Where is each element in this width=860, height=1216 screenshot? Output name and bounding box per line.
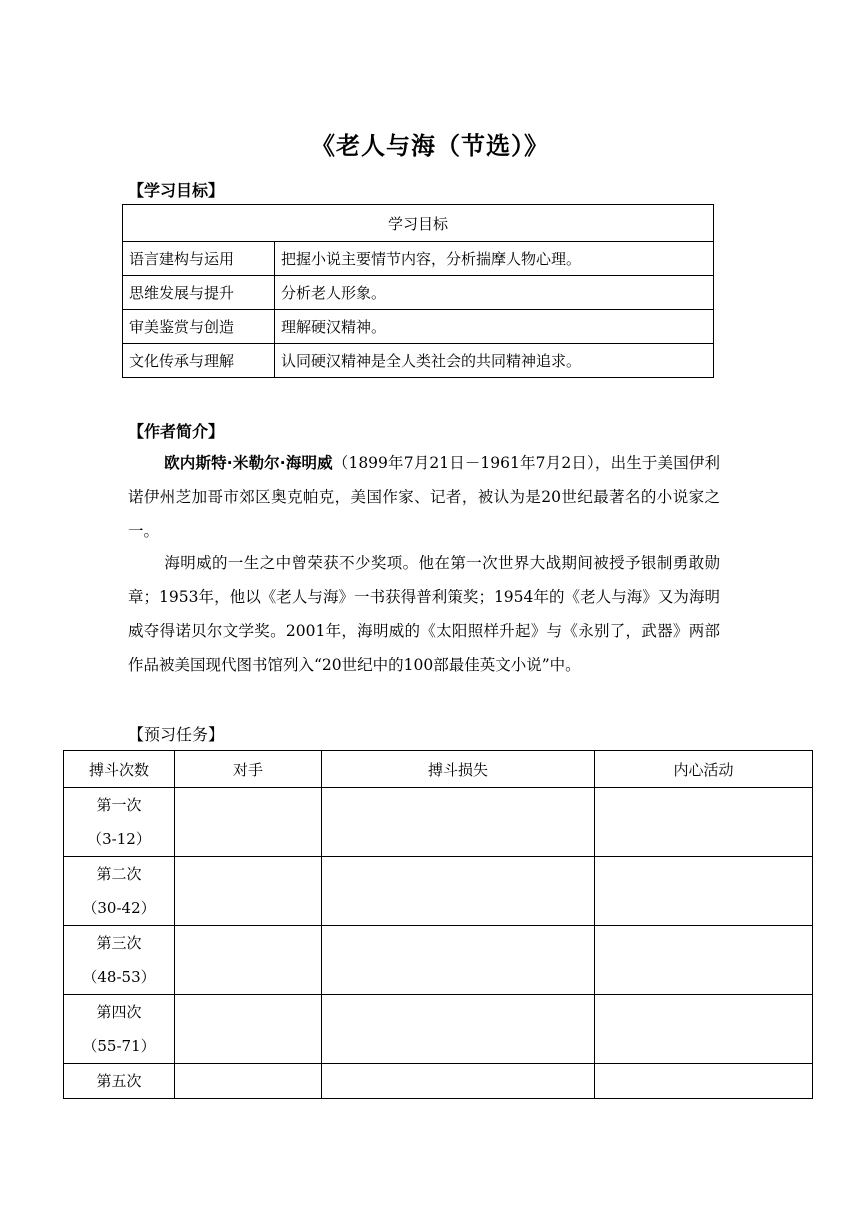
- table-row: [64, 788, 813, 857]
- table-row: [64, 926, 813, 995]
- table-header-row: [64, 751, 813, 788]
- blank-cell[interactable]: [595, 995, 813, 1064]
- learning-goals-table: [122, 204, 714, 378]
- author-paragraph-1: [128, 446, 720, 548]
- table-row: [123, 276, 714, 310]
- table-row: [123, 344, 714, 378]
- goal-text: 分析老人形象。: [275, 276, 714, 310]
- table-row: [123, 242, 714, 276]
- preview-heading: 【预习任务】: [128, 725, 225, 744]
- page-title: 《老人与海（节选）》: [311, 132, 549, 160]
- author-bio: （1899年7月21日－1961年7月2日），出生于美国伊利诺伊州芝加哥市郊区奥克帕克，美国作家、记者，被认为是20世纪最著名的小说家之一。: [128, 454, 721, 540]
- column-header: 搏斗损失: [322, 751, 595, 788]
- fight-range: （48-53）: [82, 968, 156, 986]
- goal-text: 认同硬汉精神是全人类社会的共同精神追求。: [275, 344, 714, 378]
- blank-cell[interactable]: [595, 857, 813, 926]
- blank-cell[interactable]: [175, 995, 322, 1064]
- goal-dimension: 思维发展与提升: [123, 276, 275, 310]
- column-header: 搏斗次数: [64, 751, 175, 788]
- fight-label: 第二次: [96, 865, 142, 883]
- blank-cell[interactable]: [322, 926, 595, 995]
- blank-cell[interactable]: [595, 788, 813, 857]
- author-awards: 海明威的一生之中曾荣获不少奖项。他在第一次世界大战期间被授予银制勇敢勋章；1953年，他以《老人与海》一书获得普利策奖；1954年的《老人与海》又为海明威夺得诺贝尔文学奖。2001年，海明威的《太阳照样升起》与《永别了，武器》两部作品被美国现代图书馆列入“20世纪中的100部最佳英文小说”中。: [128, 554, 720, 674]
- fight-label: 第一次: [96, 796, 142, 814]
- blank-cell[interactable]: [175, 926, 322, 995]
- fight-range: （55-71）: [82, 1037, 156, 1055]
- goals-table-header: 学习目标: [123, 205, 714, 242]
- goal-text: 把握小说主要情节内容，分析揣摩人物心理。: [275, 242, 714, 276]
- column-header: 内心活动: [595, 751, 813, 788]
- table-row: [123, 310, 714, 344]
- fight-range: （3-12）: [87, 830, 151, 848]
- goal-text: 理解硬汉精神。: [275, 310, 714, 344]
- goal-dimension: 文化传承与理解: [123, 344, 275, 378]
- blank-cell[interactable]: [595, 926, 813, 995]
- blank-cell[interactable]: [175, 1064, 322, 1099]
- fight-label: 第五次: [96, 1072, 142, 1090]
- fight-range: （30-42）: [82, 899, 156, 917]
- blank-cell[interactable]: [322, 788, 595, 857]
- blank-cell[interactable]: [175, 857, 322, 926]
- column-header: 对手: [175, 751, 322, 788]
- author-name: 欧内斯特·米勒尔·海明威: [164, 454, 333, 472]
- blank-cell[interactable]: [595, 1064, 813, 1099]
- goal-dimension: 语言建构与运用: [123, 242, 275, 276]
- preview-task-table: [63, 750, 813, 1099]
- author-paragraph-2: [128, 546, 720, 682]
- goal-dimension: 审美鉴赏与创造: [123, 310, 275, 344]
- blank-cell[interactable]: [322, 857, 595, 926]
- goals-heading: 【学习目标】: [128, 181, 225, 200]
- fight-label: 第三次: [96, 934, 142, 952]
- table-row: [64, 857, 813, 926]
- table-row: [64, 1064, 813, 1099]
- blank-cell[interactable]: [322, 995, 595, 1064]
- author-heading: 【作者简介】: [128, 422, 225, 441]
- blank-cell[interactable]: [175, 788, 322, 857]
- fight-label: 第四次: [96, 1003, 142, 1021]
- blank-cell[interactable]: [322, 1064, 595, 1099]
- table-row: [64, 995, 813, 1064]
